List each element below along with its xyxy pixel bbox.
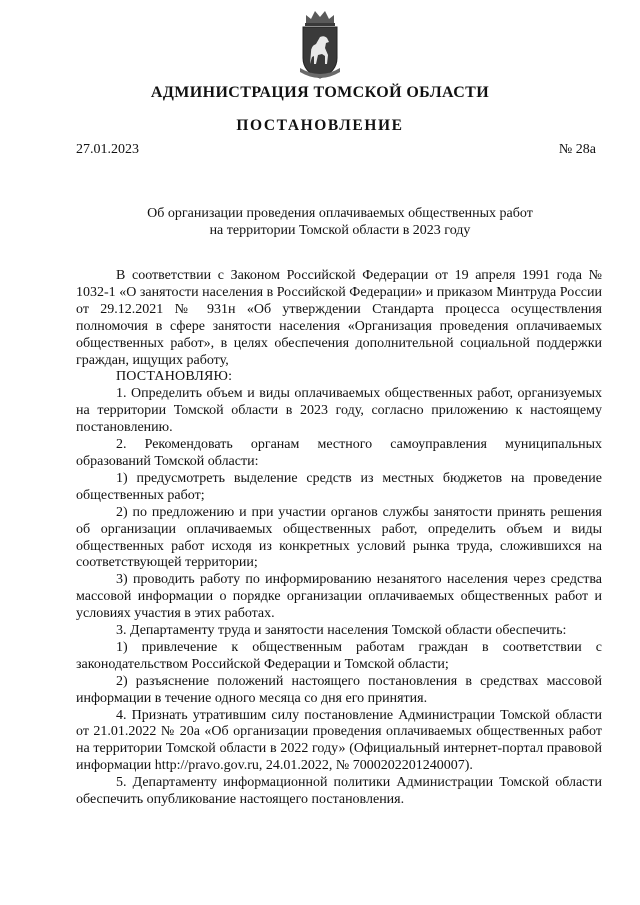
clause-3: 3. Департаменту труда и занятости населения Томской области обеспечить: (116, 623, 567, 639)
title-line: на территории Томской области в 2023 году (209, 223, 471, 238)
clause-2: 2. Рекомендовать органам местного самоуправления муниципальных образований Томской области: (76, 437, 602, 469)
clause-2-item-3: 3) проводить работу по информированию незанятого населения через средства массовой информации о порядке организации оплачиваемых общественных работ и условиях участия в этих работах. (76, 572, 602, 622)
document-body (76, 268, 602, 809)
agency-name: АДМИНИСТРАЦИЯ ТОМСКОЙ ОБЛАСТИ (150, 84, 490, 101)
document-date: 27.01.2023 (76, 142, 139, 157)
title-line: Об организации проведения оплачиваемых общественных работ (147, 206, 533, 221)
clause-3-item-1: 1) привлечение к общественным работам граждан в соответствии с законодательством Российской Федерации и Томской области; (76, 639, 602, 672)
coat-of-arms-emblem (298, 6, 342, 80)
document-title (0, 205, 640, 239)
clause-2-item-2: 2) по предложению и при участии органов службы занятости принять решения об организации оплачиваемых общественных работ, определить объем и виды общественных работ исходя из конкретных условий рынка труда, сложившихся на соответствующей территории; (76, 504, 602, 571)
clause-4: 4. Признать утратившим силу постановление Администрации Томской области от 21.01.2022 № 20а «Об организации проведения оплачиваемых общественных работ на территории Томской области в 2022 году» (Официальный интернет-портал правовой информации http://pravo.gov.ru, 24.01.2022, № 7000202201240007). (76, 707, 602, 774)
decree-heading: ПОСТАНОВЛЯЮ: (116, 369, 233, 385)
document-number: № 28а (558, 142, 596, 157)
document-type: ПОСТАНОВЛЕНИЕ (236, 117, 404, 134)
clause-5: 5. Департаменту информационной политики Администрации Томской области обеспечить опубликование настоящего постановления. (76, 775, 602, 808)
clause-1: 1. Определить объем и виды оплачиваемых общественных работ, организуемых на территории Томской области в 2023 году, согласно приложению к настоящему постановлению. (76, 386, 602, 436)
clause-3-item-2: 2) разъяснение положений настоящего постановления в средствах массовой информации в течение одного месяца со дня его принятия. (76, 673, 602, 706)
clause-2-item-1: 1) предусмотреть выделение средств из местных бюджетов на проведение общественных работ; (76, 470, 602, 503)
preamble-paragraph: В соответствии с Законом Российской Федерации от 19 апреля 1991 года № 1032-1 «О занятости населения в Российской Федерации» и приказом Минтруда России от 29.12.2021 № 931н «Об утверждении Стандарта процесса осуществления полномочия в сфере занятости населения «Организация проведения оплачиваемых общественных работ», в целях обеспечения дополнительной социальной поддержки граждан, ищущих работу, (76, 268, 602, 368)
